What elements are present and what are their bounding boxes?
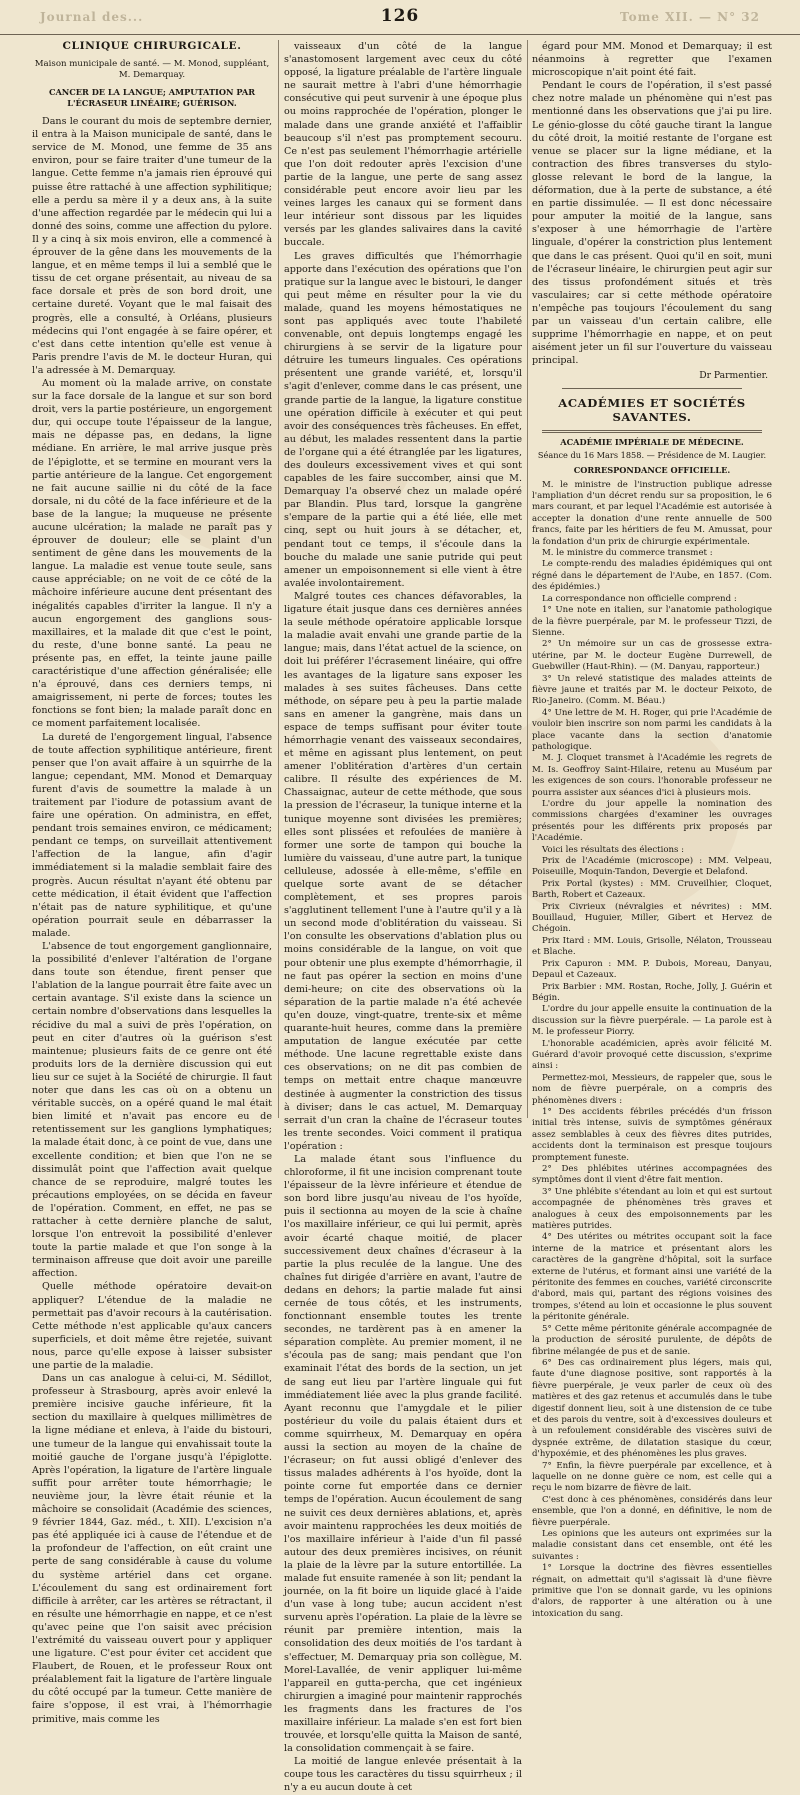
section-separator [562, 388, 742, 389]
header-bleed-left: Journal des... [40, 10, 144, 24]
paragraph: La correspondance non officielle comprend : [542, 593, 737, 604]
clinique-body [32, 115, 272, 1726]
paragraph: L'absence de tout engorgement ganglionnaire, la possibilité d'enlever l'altération de l'organe dans toute son étendue, firent penser que l'ablation de la langue pourrait être faite avec un certain avantage. S'il existe dans la science un certain nombre d'observations dans lesquelles la récidive du mal a suivi de près l'opération, on peut en citer d'autres où la guérison s'est maintenue; plusieurs faits de ce genre ont été produits lors de la dernière discussion qui eut lieu sur ce sujet à la Société de chirurgie. Il faut noter que dans les cas où on a obtenu un véritable succès, on a opéré quand le mal était bien limité et n'avait pas encore eu de retentissement sur les ganglions lymphatiques; la malade était donc, à ce point de vue, dans une excellente condition; et bien que l'on ne se dissimulât point que l'affection avait quelque chance de se reproduire, malgré toutes les précautions employées, on se décida en faveur de l'opération. Comment, en effet, ne pas se rattacher à cette dernière planche de salut, lorsque l'on entrevoit la possibilité d'enlever toute la partie malade et que l'on songe à la terminaison affreuse que doit avoir une pareille affection. [32, 941, 272, 1280]
paragraph: Prix Portal (kystes) : MM. Cruveilhier, Cloquet, Barth, Robert et Cazeaux. [532, 878, 772, 901]
column-left [32, 40, 272, 1725]
paragraph: 4° Des utérites ou métrites occupant soit la face interne de la matrice et présentant alors les caractères de la gangrène d'hôpital, soit la surface externe de l'utérus, et formant ainsi une variété de la péritonite des femmes en couches, variété circonscrite d'abord, mais qui, partant des régions voisines des trompes, s'étend au loin et occasionne le plus souvent la péritonite générale. [532, 1232, 772, 1323]
paragraph: Au moment où la malade arrive, on constate sur la face dorsale de la langue et sur son bord droit, vers la partie postérieure, un engorgement dur, qui occupe toute l'épaisseur de la langue, mais ne dépasse pas, en dedans, la ligne médiane. En arrière, le mal arrive jusque près de l'épiglotte, et se termine en mourant vers la partie antérieure de la langue. Cet engorgement ne fait aucune saillie ni du côté de la face dorsale, ni du côté de la face inférieure et de la base de la langue; la muqueuse ne présente aucune ulcération; la malade ne paraît pas y éprouver de douleur; elle se plaint d'un sentiment de gêne dans les mouvements de la langue. La maladie est venue toute seule, sans cause appréciable; on ne voit de ce côté de la mâchoire inférieure aucune dent présentant des inégalités capables d'irriter la langue. Il n'y a aucun engorgement des ganglions sous-maxillaires, et la malade dit que c'est le point, du reste, d'une bonne santé. La peau ne présente pas, en effet, la teinte jaune paille caractéristique d'une affection généralisée; elle n'a éprouvé, dans ces derniers temps, ni amaigrissement, ni perte de forces; toutes les fonctions se font bien; la malade paraît donc en ce moment parfaitement localisée. [32, 377, 272, 730]
paragraph: La malade étant sous l'influence du chloroforme, il fit une incision comprenant toute l'épaisseur de la lèvre inférieure et étendue de son bord libre jusqu'au niveau de l'os hyoïde, puis il sectionna au moyen de la scie à chaîne l'os maxillaire inférieur, ce qui lui permit, après avoir écarté chaque moitié, de placer successivement deux chaînes d'écraseur à la partie la plus reculée de la langue. Une des chaînes fut dirigée d'arrière en avant, l'autre de dedans en dehors; la partie malade fut ainsi cernée de tous côtés, et les instruments, fonctionnant ensemble toutes les trente secondes, ne tardèrent pas à en amener la séparation complète. Au premier moment, il ne s'écoula pas de sang; mais pendant que l'on examinait l'état des bords de la section, un jet de sang eut lieu par l'artère linguale qui fut immédiatement liée avec la plus grande facilité. Ayant reconnu que l'amygdale et le pilier postérieur du voile du palais étaient durs et comme squirrheux, M. Demarquay en opéra aussi la section au moyen de la chaîne de l'écraseur; on fut aussi obligé d'enlever des tissus malades adhérents à l'os hyoïde, dont la pointe corne fut emportée dans ce dernier temps de l'opération. Aucun écoulement de sang ne suivit ces deux dernières ablations, et, après avoir maintenu rapprochées les deux moitiés de l'os maxillaire inférieur à l'aide d'un fil passé autour des deux premières incisives, on réunit la plaie de la lèvre par la suture entortillée. La malade fut ensuite ramenée à son lit; pendant la journée, on la fit boire un liquide glacé à l'aide d'un vase à long tube; aucun accident n'est survenu après l'opération. La plaie de la lèvre se réunit par première intention, mais la consolidation des deux moitiés de l'os tardant à s'effectuer, M. Demarquay pria son collègue, M. Morel-Lavallée, de venir appliquer lui-même l'appareil en gutta-percha, que cet ingénieux chirurgien a imaginé pour maintenir rapprochés les fragments dans les fractures de l'os maxillaire inférieur. La malade s'en est fort bien trouvée, et lorsqu'elle quitta la Maison de santé, la consolidation commençait à se faire. [284, 1153, 522, 1755]
section-title-clinique: CLINIQUE CHIRURGICALE. [62, 40, 242, 52]
paragraph: M. J. Cloquet transmet à l'Académie les regrets de M. Is. Geoffroy Saint-Hilaire, retenu au Muséum par les exigences de son cours. l'honorable professeur ne pourra assister aux séances d'ici à plusieurs mois. [532, 753, 772, 798]
column-divider [527, 40, 528, 1118]
paragraph: 5° Cette même péritonite générale accompagnée de la production de sérosité purulente, de dépôts de fibrine mélangée de pus et de sanie. [532, 1323, 772, 1357]
page-number: 126 [380, 6, 420, 26]
paragraph: Prix de l'Académie (microscope) : MM. Velpeau, Poiseuille, Moquin-Tandon, Devergie et Delafond. [532, 856, 772, 878]
paragraph: L'ordre du jour appelle ensuite la continuation de la discussion sur la fièvre puerpérale. — La parole est à M. le professeur Piorry. [532, 1004, 772, 1038]
paragraph: Dans le courant du mois de septembre dernier, il entra à la Maison municipale de santé, dans le service de M. Monod, une femme de 35 ans environ, pour se faire traiter d'une tumeur de la langue. Cette femme n'a jamais rien éprouvé qui puisse être rattaché à une affection syphilitique; elle a perdu sa mère il y a deux ans, à la suite d'une affection regardée par le médecin qui lui a donné des soins, comme une affection du pylore. Il y a cinq à six mois environ, elle a commencé à éprouver de la gêne dans les mouvements de la langue, et en même temps il lui a semblé que le tissu de cet organe présentait, au niveau de sa face dorsale et près de son bord droit, une certaine dureté. Voyant que le mal faisait des progrès, elle a consulté, à Orléans, plusieurs médecins qui l'ont engagée à se faire opérer, et c'est dans cette intention qu'elle est venue à Paris prendre l'avis de M. le docteur Huran, qui l'a adressée à M. Demarquay. [32, 116, 272, 376]
paragraph: 2° Des phlébites utérines accompagnées des symptômes dont il vient d'être fait mention. [532, 1164, 772, 1186]
paragraph: Quelle méthode opératoire devait-on appliquer? L'étendue de la maladie ne permettait pas d'avoir recours à la cautérisation. Cette méthode n'est applicable qu'aux cancers superficiels, et doit même être rejetée, suivant nous, parce qu'elle expose à laisser subsister une partie de la maladie. [32, 1281, 272, 1371]
paragraph: Dans un cas analogue à celui-ci, M. Sédillot, professeur à Strasbourg, après avoir enlevé la première incisive gauche inférieure, fit la section du maxillaire à quelques millimètres de la ligne médiane et enleva, à l'aide du bistouri, une tumeur de la langue qui envahissait toute la moitié gauche de l'organe jusqu'à l'épiglotte. Après l'opération, la ligature de l'artère linguale suffit pour arrêter toute hémorrhagie; le neuvième jour, la lèvre était réunie et la mâchoire se consolidait (Académie des sciences, 9 février 1844, Gaz. méd., t. XII). L'excision n'a pas été appliquée ici à cause de l'étendue et de la profondeur de l'affection, on eût craint une perte de sang considérable à cause du volume du système artériel dans cet organe. L'écoulement du sang est ordinairement fort difficile à arrêter, car les artères se rétractant, il en résulte une hémorrhagie en nappe, et ce n'est qu'avec peine que l'on saisit avec précision l'extrémité du vaisseau ouvert pour y appliquer une ligature. C'est pour éviter cet accident que Flaubert, de Rouen, et le professeur Roux ont préalablement fait la ligature de l'artère linguale du côté occupé par la tumeur. Cette manière de faire s'oppose, il est vrai, à l'hémorrhagie primitive, mais comme les [32, 1373, 272, 1725]
paragraph: 2° Un mémoire sur un cas de grossesse extra-utérine, par M. le docteur Eugène Durrewell, de Guebwiller (Haut-Rhin). — (M. Danyau, rapporteur.) [532, 639, 772, 673]
paragraph: 4° Une lettre de M. H. Roger, qui prie l'Académie de vouloir bien inscrire son nom parmi les candidats à la place vacante dans la section d'anatomie pathologique. [532, 707, 772, 752]
paragraph: L'ordre du jour appelle la nomination des commissions chargées d'examiner les ouvrages présentés pour les différents prix proposés par l'Académie. [532, 799, 772, 844]
header-bleed-right: Tome XII. — N° 32 [620, 10, 760, 24]
paragraph: vaisseaux d'un côté de la langue s'anastomosent largement avec ceux du côté opposé, la ligature préalable de l'artère linguale ne saurait mettre à l'abri d'une hémorrhagie consécutive qui peut survenir à une époque plus ou moins rapprochée de l'opération, plonger le malade dans une grande anxiété et l'affaiblir beaucoup s'il n'est pas promptement secouru. Ce n'est pas seulement l'hémorrhagie artérielle que l'on doit redouter après l'excision d'une partie de la langue, une perte de sang assez considérable peut encore avoir lieu par les veines larges les canaux qui se forment dans leur intérieur sont dissous par les liquides versés par les glandes salivaires dans la cavité buccale. [284, 41, 522, 249]
paragraph: Les opinions que les auteurs ont exprimées sur la maladie consistant dans cet ensemble, ont été les suivantes : [532, 1529, 772, 1562]
academy-body [532, 480, 772, 1621]
institution-line: Maison municipale de santé. — M. Monod, suppléant, M. Demarquay. [34, 59, 270, 81]
paragraph: Prix Barbier : MM. Rostan, Roche, Jolly, J. Guérin et Bégin. [532, 981, 772, 1003]
page-header [0, 4, 800, 35]
paragraph: Permettez-moi, Messieurs, de rappeler que, sous le nom de fièvre puerpérale, on a compris des phénomènes divers : [532, 1072, 772, 1106]
paragraph: La moitié de langue enlevée présentait à la coupe tous les caractères du tissu squirrheux ; il n'y a eu aucun doute à cet [284, 1756, 522, 1794]
author-signature: Dr Parmentier. [699, 370, 768, 382]
paragraph: Prix Itard : MM. Louis, Grisolle, Nélaton, Trousseau et Blache. [532, 935, 772, 958]
paragraph: L'honorable académicien, après avoir félicité M. Guérard d'avoir provoqué cette discussion, s'exprime ainsi : [532, 1038, 772, 1072]
paragraph: M. le ministre du commerce transmet : [542, 548, 713, 559]
paragraph: Prix Civrieux (névralgies et névrites) : MM. Bouillaud, Huguier, Miller, Gibert et Hervez de Chégoin. [532, 901, 772, 935]
column-divider [278, 40, 279, 1118]
case-title: CANCER DE LA LANGUE; AMPUTATION PAR L'ÉCRASEUR LINÉAIRE; GUÉRISON. [48, 87, 256, 109]
paragraph: Le compte-rendu des maladies épidémiques qui ont régné dans le département de l'Aube, en 1857. (Com. des épidémies.) [532, 559, 772, 593]
paragraph: C'est donc à ces phénomènes, considérés dans leur ensemble, que l'on a donné, en définitive, le nom de fièvre puerpérale. [532, 1494, 772, 1528]
paragraph: 6° Des cas ordinairement plus légers, mais qui, faute d'une diagnose positive, sont rapportés à la fièvre puerpérale, je veux parler de ceux où des matières et des gaz retenus et accumulés dans le tube digestif donnent lieu, soit à une distension de ce tube et des parois du ventre, soit à d'excessives douleurs et à un refoulement considérable des viscères suivi de dyspnée extrême, de dilatation stasique du cœur, d'hypoxémie, et des phénomènes les plus graves. [532, 1357, 772, 1460]
paragraph: 3° Une phlébite s'étendant au loin et qui est surtout accompagnée de phénomènes très graves et analogues à ceux des empoisonnements par les matières putrides. [532, 1186, 772, 1232]
section-title-academies: ACADÉMIES ET SOCIÉTÉS SAVANTES. [558, 396, 746, 424]
correspondance-title: CORRESPONDANCE OFFICIELLE. [573, 464, 731, 475]
paragraph: La dureté de l'engorgement lingual, l'absence de toute affection syphilitique antérieure, firent penser que l'on avait affaire à un squirrhe de la langue; cependant, MM. Monod et Demarquay furent d'avis de soumettre la malade à un traitement par l'iodure de potassium avant de faire une opération. On administra, en effet, pendant trois semaines environ, ce médicament; pendant ce temps, on surveillait attentivement l'affection de la langue, afin d'agir immédiatement si la maladie semblait faire des progrès. Aucun résultat n'ayant été obtenu par cette médication, il était évident que l'affection n'était pas de nature syphilitique, et qu'une opération pourrait seule en débarrasser la malade. [32, 731, 272, 939]
paragraph: Malgré toutes ces chances défavorables, la ligature était jusque dans ces dernières années la seule méthode opératoire applicable lorsque la maladie avait envahi une grande partie de la langue; mais, dans l'état actuel de la science, on doit lui préférer l'écrasement linéaire, qui offre les avantages de la ligature sans exposer les malades à ses suites fâcheuses. Dans cette méthode, on sépare peu à peu la partie malade sans en amener la gangrène, mais dans un espace de temps suffisant pour éviter toute hémorrhagie venant des vaisseaux secondaires, et même en agissant plus lentement, on peut amener l'oblitération d'artères d'un certain calibre. Il résulte des expériences de M. Chassaignac, auteur de cette méthode, que sous la pression de l'écraseur, la tunique interne et la tunique moyenne sont divisées les premières; elles sont plissées et refoulées de manière à former une sorte de tampon qui bouche la lumière du vaisseau, d'une autre part, la tunique celluleuse, adossée à elle-même, s'effile en quelque sorte avant de se détacher complètement, et ses propres parois s'agglutinent tellement l'une à l'autre qu'il y a là un second mode d'oblitération du vaisseau. Si l'on consulte les observations d'ablation plus ou moins considérable de la langue, on voit que pour obtenir une plus exempte d'hémorrhagie, il ne faut pas opérer la section en moins d'une demi-heure; on cite des observations où la séparation de la partie malade n'a été achevée qu'en douze, vingt-quatre, trente-six et même quarante-huit heures, comme dans la première amputation de langue exécutée par cette méthode. Une lacune regrettable existe dans ces observations; on ne dit pas combien de temps on mettait entre chaque manœuvre destinée à augmenter la constriction des tissus à diviser; dans le cas actuel, M. Demarquay serrait d'un cran la chaîne de l'écraseur toutes les trente secondes. Voici comment il pratiqua l'opération : [284, 590, 522, 1152]
paragraph: Prix Capuron : MM. P. Dubois, Moreau, Danyau, Depaul et Cazeaux. [532, 958, 772, 981]
paragraph: Les graves difficultés que l'hémorrhagie apporte dans l'exécution des opérations que l'on pratique sur la langue avec le bistouri, le danger qui peut même en résulter pour la vie du malade, quand les moyens hémostatiques ne sont pas appliqués avec toute l'habileté convenable, ont depuis longtemps engagé les chirurgiens à se servir de la ligature pour détruire les tumeurs linguales. Ces opérations présentent une grande variété, et, lorsqu'il s'agit d'enlever, comme dans le cas présent, une grande partie de la langue, la ligature constitue une opération difficile à exécuter et qui peut avoir des conséquences très fâcheuses. En effet, au début, les malades ressentent dans la partie de l'organe qui a été étranglée par les ligatures, des douleurs excessivement vives et qui sont capables de les faire succomber, ainsi que M. Demarquay l'a observé chez un malade opéré par Blandin. Plus tard, lorsque la gangrène s'empare de la partie qui a été liée, elle met cinq, sept ou huit jours à se détacher, et, pendant tout ce temps, il s'écoule dans la bouche du malade une sanie putride qui peut amener un empoisonnement si elle vient à être avalée involontairement. [284, 250, 522, 589]
column-middle [284, 40, 522, 1794]
paragraph: 7° Enfin, la fièvre puerpérale par excellence, et à laquelle on ne donne guère ce nom, est celle qui a reçu le nom bizarre de fièvre de lait. [532, 1460, 772, 1494]
paragraph: M. le ministre de l'instruction publique adresse l'ampliation d'un décret rendu sur sa proposition, le 6 mars courant, et par lequel l'Académie est autorisée à accepter la donation d'une rente annuelle de 500 francs, faite par les héritiers de feu M. Amussat, pour la fondation d'un prix de chirurgie expérimentale. [532, 479, 772, 547]
paragraph: 1° Des accidents fébriles précédés d'un frisson initial très intense, suivis de symptômes généraux assez semblables à ceux des fièvres dites putrides, accidents dont la terminaison est presque toujours promptement funeste. [532, 1106, 772, 1163]
section-separator [542, 430, 762, 433]
academy-name: ACADÉMIE IMPÉRIALE DE MÉDECINE. [560, 436, 744, 447]
paragraph: 1° Une note en italien, sur l'anatomie pathologique de la fièvre puerpérale, par M. le professeur Tizzi, de Sienne. [532, 605, 772, 638]
paragraph: égard pour MM. Monod et Demarquay; il est néanmoins à regretter que l'examen microscopique n'ait point été fait. [532, 41, 772, 79]
paragraph: Pendant le cours de l'opération, il s'est passé chez notre malade un phénomène qui n'est pas mentionné dans les observations que j'ai pu lire. Le génio-glosse du côté gauche tirant la langue du côté droit, la moitié restante de l'organe est venue se placer sur la ligne médiane, et la contraction des fibres transverses du stylo-glosse relevant le bord de la langue, la déformation, due à la perte de substance, a été en partie dissimulée. — Il est donc nécessaire pour amputer la moitié de la langue, sans s'exposer à une hémorrhagie de l'artère linguale, d'opérer la constriction plus lentement que dans le cas présent. Quoi qu'il en soit, muni de l'écraseur linéaire, le chirurgien peut agir sur des tissus profondément situés et très vasculaires; car si cette méthode opératoire n'empêche pas toujours l'écoulement du sang par un vaisseau d'un certain calibre, elle supprime l'hémorrhagie en nappe, et on peut aisément jeter un fil sur l'ouverture du vaisseau principal. [532, 80, 772, 367]
session-line: Séance du 16 Mars 1858. — Présidence de M. Laugier. [537, 449, 767, 460]
paragraph: Voici les résultats des élections : [542, 844, 685, 855]
column-right [532, 40, 772, 1619]
paragraph: 3° Un relevé statistique des malades atteints de fièvre jaune et traités par M. le docteur Peixoto, de Rio-Janeiro. (Comm. M. Béau.) [532, 673, 772, 707]
paragraph: 1° Lorsque la doctrine des fièvres essentielles régnait, on admettait qu'il s'agissait là d'une fièvre primitive que l'on se donnait garde, vu les opinions d'alors, de rapporter à une altération ou à une intoxication du sang. [532, 1563, 772, 1619]
